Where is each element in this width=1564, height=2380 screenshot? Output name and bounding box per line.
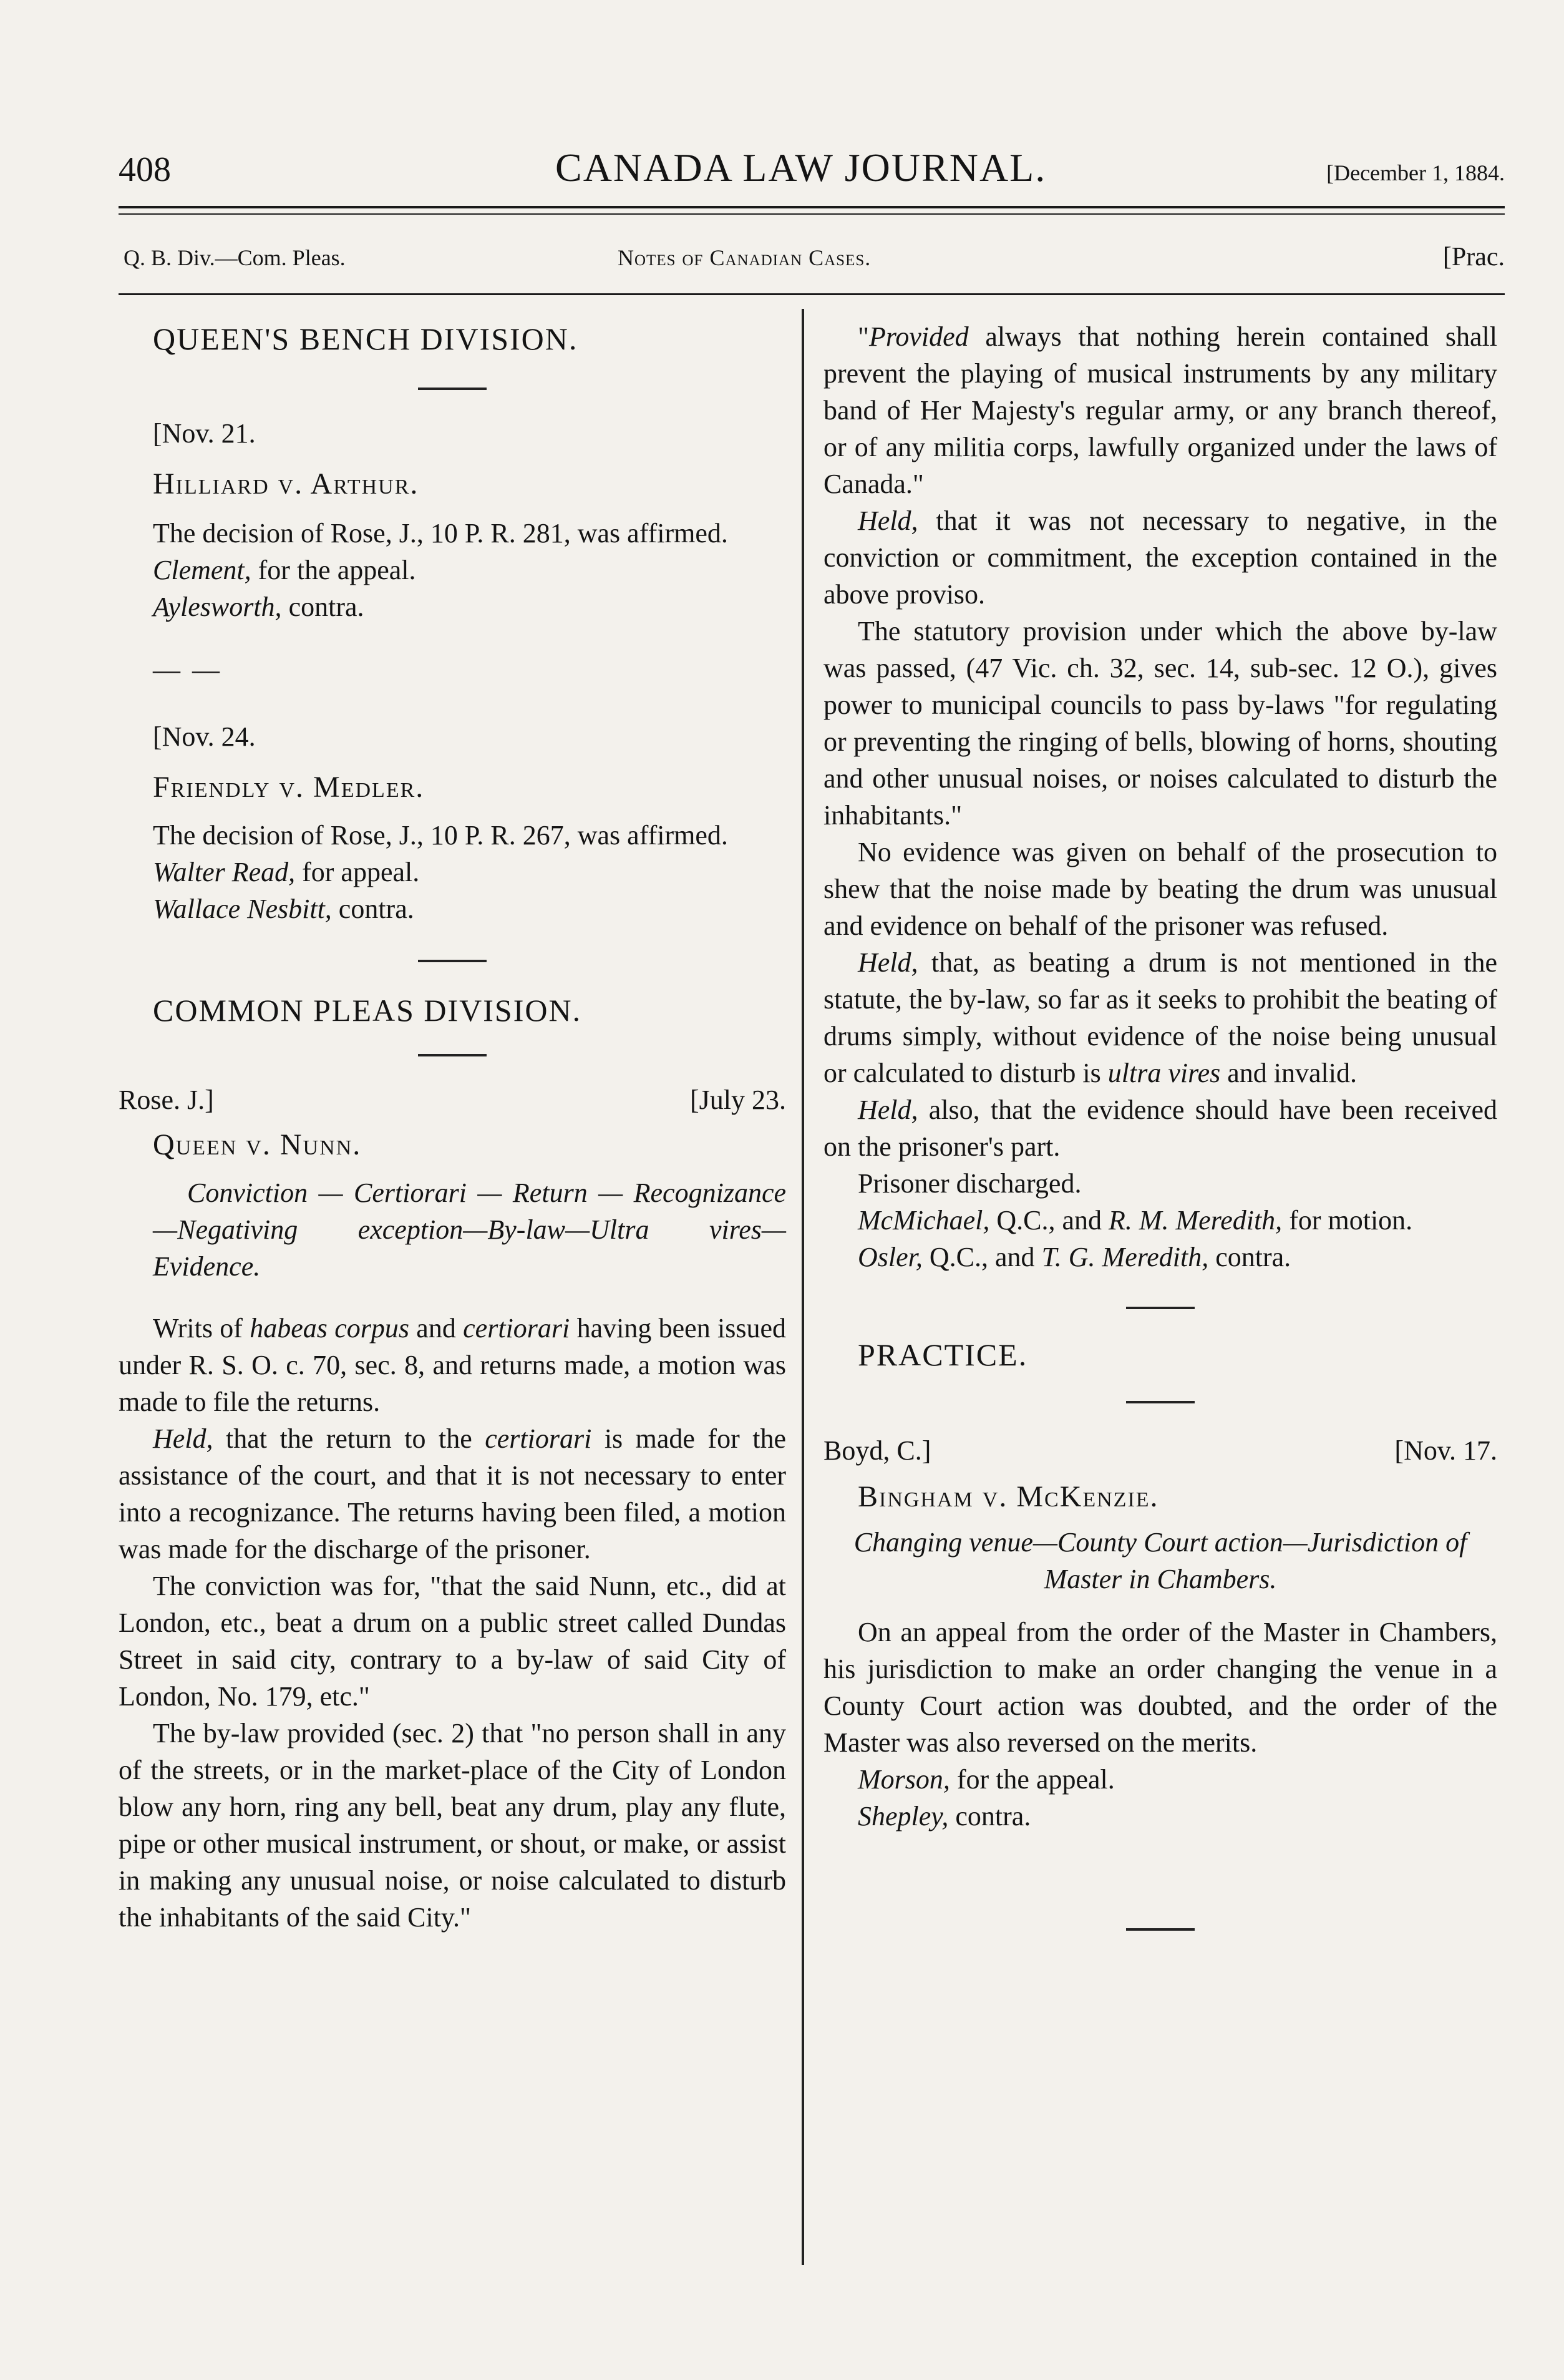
counsel-role: contra. xyxy=(1208,1242,1291,1272)
bingham-judge-line xyxy=(823,1432,1497,1476)
counsel-role: for the appeal. xyxy=(950,1764,1115,1795)
counsel-role: for motion. xyxy=(1282,1205,1413,1236)
bingham-counsel-1 xyxy=(823,1761,1497,1798)
page-number: 408 xyxy=(119,150,171,189)
hilliard-date: [Nov. 21. xyxy=(153,418,256,449)
text-run: Q.C., and xyxy=(922,1242,1042,1272)
text-run: Q.C., and xyxy=(989,1205,1109,1236)
counsel-role: for the appeal. xyxy=(251,555,416,585)
end-rule xyxy=(1126,1928,1195,1931)
text-run: also, that the evidence should have been received on the prisoner's part. xyxy=(823,1095,1497,1162)
hilliard-title: Hilliard v. Arthur. xyxy=(153,467,419,500)
nunn-catchwords: Conviction — Certiorari — Return — Recognizance —Negativing exception—By-law—Ultra vires—Evidence. xyxy=(153,1178,786,1282)
counsel-name: R. M. Meredith, xyxy=(1109,1205,1283,1236)
bingham-judge: Boyd, C.] xyxy=(823,1435,931,1466)
italic-term: Provided xyxy=(868,321,969,352)
nunn-counsel-1 xyxy=(823,1202,1497,1239)
held-term: Held, xyxy=(153,1423,213,1454)
text-run: and xyxy=(409,1313,464,1344)
counsel-role: contra. xyxy=(331,894,414,924)
counsel-role: for appeal. xyxy=(295,857,420,887)
counsel-name: Aylesworth, xyxy=(153,592,282,622)
issue-date: [December 1, 1884. xyxy=(1326,160,1505,185)
hilliard-text: The decision of Rose, J., 10 P. R. 281, was affirmed. xyxy=(153,518,728,549)
counsel-name: Morson, xyxy=(858,1764,950,1795)
friendly-counsel-1 xyxy=(119,854,786,890)
text-run: that it was not necessary to negative, in the conviction or commitment, the exception contained in the above proviso. xyxy=(823,505,1497,610)
nunn-paragraph-5 xyxy=(823,318,1497,502)
nunn-judge-line xyxy=(119,1081,786,1125)
nunn-date: [July 23. xyxy=(690,1085,786,1115)
text-run: is made for the assistance of the court, and that it is not necessary to enter into a recognizance. The returns having been filed, a motion was made for the discharge of the prisoner. xyxy=(119,1423,786,1564)
bingham-text: On an appeal from the order of the Master in Chambers, his jurisdiction to make an order changing the venue in a County Court action was doubted, and the order of the Master was also reversed on the merits. xyxy=(823,1617,1497,1758)
right-column xyxy=(823,318,1497,1931)
counsel-role: contra. xyxy=(281,592,364,622)
friendly-counsel-2 xyxy=(119,890,786,927)
header-rule-top xyxy=(119,206,1505,208)
qbd-heading: QUEEN'S BENCH DIVISION. xyxy=(153,321,578,356)
section-label: Notes of Canadian Cases. xyxy=(618,245,872,270)
header-rule-bottom xyxy=(119,213,1505,215)
nunn-paragraph-2 xyxy=(119,1420,786,1568)
section-subhead xyxy=(119,245,1505,282)
nunn-counsel-2 xyxy=(823,1239,1497,1275)
running-head xyxy=(119,145,1505,195)
case-separator: — — xyxy=(153,655,222,685)
counsel-name: Clement, xyxy=(153,555,251,585)
short-rule xyxy=(418,1054,487,1056)
nunn-title: Queen v. Nunn. xyxy=(153,1128,362,1161)
friendly-title: Friendly v. Medler. xyxy=(153,771,425,804)
text-run: and invalid. xyxy=(1220,1058,1357,1088)
subhead-rule xyxy=(119,293,1505,295)
bingham-title: Bingham v. McKenzie. xyxy=(858,1480,1159,1513)
nunn-judge: Rose. J.] xyxy=(119,1085,214,1115)
italic-term: certiorari xyxy=(463,1313,570,1344)
practice-heading: PRACTICE. xyxy=(858,1337,1028,1372)
text-run: having been issued under R. S. O. c. 70, sec. 8, and returns made, a motion was made to file the returns. xyxy=(119,1313,786,1417)
left-column xyxy=(119,312,786,1936)
nunn-paragraph-11: Prisoner discharged. xyxy=(858,1168,1082,1199)
counsel-name: T. G. Meredith, xyxy=(1041,1242,1209,1272)
held-term: Held, xyxy=(858,505,918,536)
division-label: Q. B. Div.—Com. Pleas. xyxy=(124,245,346,270)
nunn-paragraph-7: The statutory provision under which the above by-law was passed, (47 Vic. ch. 32, sec. 14, sub-sec. 12 O.), gives power to municipal councils to pass by-laws "for regulating or preventing the ringing of bells, blowing of horns, shouting and other unusual noises, or noises calculated to disturb the inhabitants." xyxy=(823,616,1497,831)
bingham-catchwords: Changing venue—County Court action—Jurisdiction of Master in Chambers. xyxy=(853,1527,1467,1594)
bingham-counsel-2 xyxy=(823,1798,1497,1835)
short-rule xyxy=(1126,1307,1195,1309)
column-divider xyxy=(802,309,804,2265)
hilliard-counsel-1 xyxy=(119,552,786,588)
counsel-name: Wallace Nesbitt, xyxy=(153,894,332,924)
cpd-heading: COMMON PLEAS DIVISION. xyxy=(153,993,582,1028)
italic-term: certiorari xyxy=(485,1423,592,1454)
italic-term: ultra vires xyxy=(1107,1058,1221,1088)
bingham-date: [Nov. 17. xyxy=(1394,1435,1497,1466)
held-term: Held, xyxy=(858,947,918,978)
nunn-paragraph-8: No evidence was given on behalf of the prosecution to shew that the noise made by beating the drum was unusual and evidence on behalf of the prisoner was refused. xyxy=(823,837,1497,941)
journal-title: CANADA LAW JOURNAL. xyxy=(555,145,1047,190)
text-run: always that nothing herein contained shall prevent the playing of musical instruments by any military band of Her Majesty's regular army, or any branch thereof, or of any militia corps, lawfully organized under the laws of Canada." xyxy=(823,321,1497,499)
continuation-label: [Prac. xyxy=(1442,243,1505,271)
friendly-text: The decision of Rose, J., 10 P. R. 267, was affirmed. xyxy=(153,820,728,851)
text-run: that the return to the xyxy=(213,1423,485,1454)
short-rule xyxy=(418,960,487,962)
counsel-name: McMichael, xyxy=(858,1205,990,1236)
italic-term: habeas corpus xyxy=(250,1313,409,1344)
counsel-name: Shepley, xyxy=(858,1801,949,1831)
nunn-paragraph-10 xyxy=(823,1091,1497,1165)
counsel-name: Walter Read, xyxy=(153,857,296,887)
friendly-date: [Nov. 24. xyxy=(153,721,256,752)
nunn-paragraph-4: The by-law provided (sec. 2) that "no person shall in any of the streets, or in the market-place of the City of London blow any horn, ring any bell, beat any drum, play any flute, pipe or other musical instrument, or shout, or make, or assist in making any unusual noise, or noise calculated to disturb the inhabitants of the said City." xyxy=(119,1718,786,1933)
counsel-name: Osler, xyxy=(858,1242,923,1272)
text-run: " xyxy=(858,321,869,352)
hilliard-counsel-2 xyxy=(119,588,786,625)
counsel-role: contra. xyxy=(948,1801,1031,1831)
nunn-paragraph-3: The conviction was for, "that the said Nunn, etc., did at London, etc., beat a drum on a public street called Dundas Street in said city, contrary to a by-law of said City of London, No. 179, etc." xyxy=(119,1571,786,1712)
nunn-paragraph-9 xyxy=(823,944,1497,1091)
short-rule xyxy=(1126,1401,1195,1403)
text-run: that, as beating a drum is not mentioned in the statute, the by-law, so far as it seeks to prohibit the beating of drums simply, without evidence of the noise being unusual or calculated to disturb is xyxy=(823,947,1497,1088)
short-rule xyxy=(418,388,487,390)
held-term: Held, xyxy=(858,1095,918,1125)
nunn-paragraph-1 xyxy=(119,1310,786,1420)
text-run: Writs of xyxy=(153,1313,250,1344)
nunn-paragraph-6 xyxy=(823,502,1497,613)
